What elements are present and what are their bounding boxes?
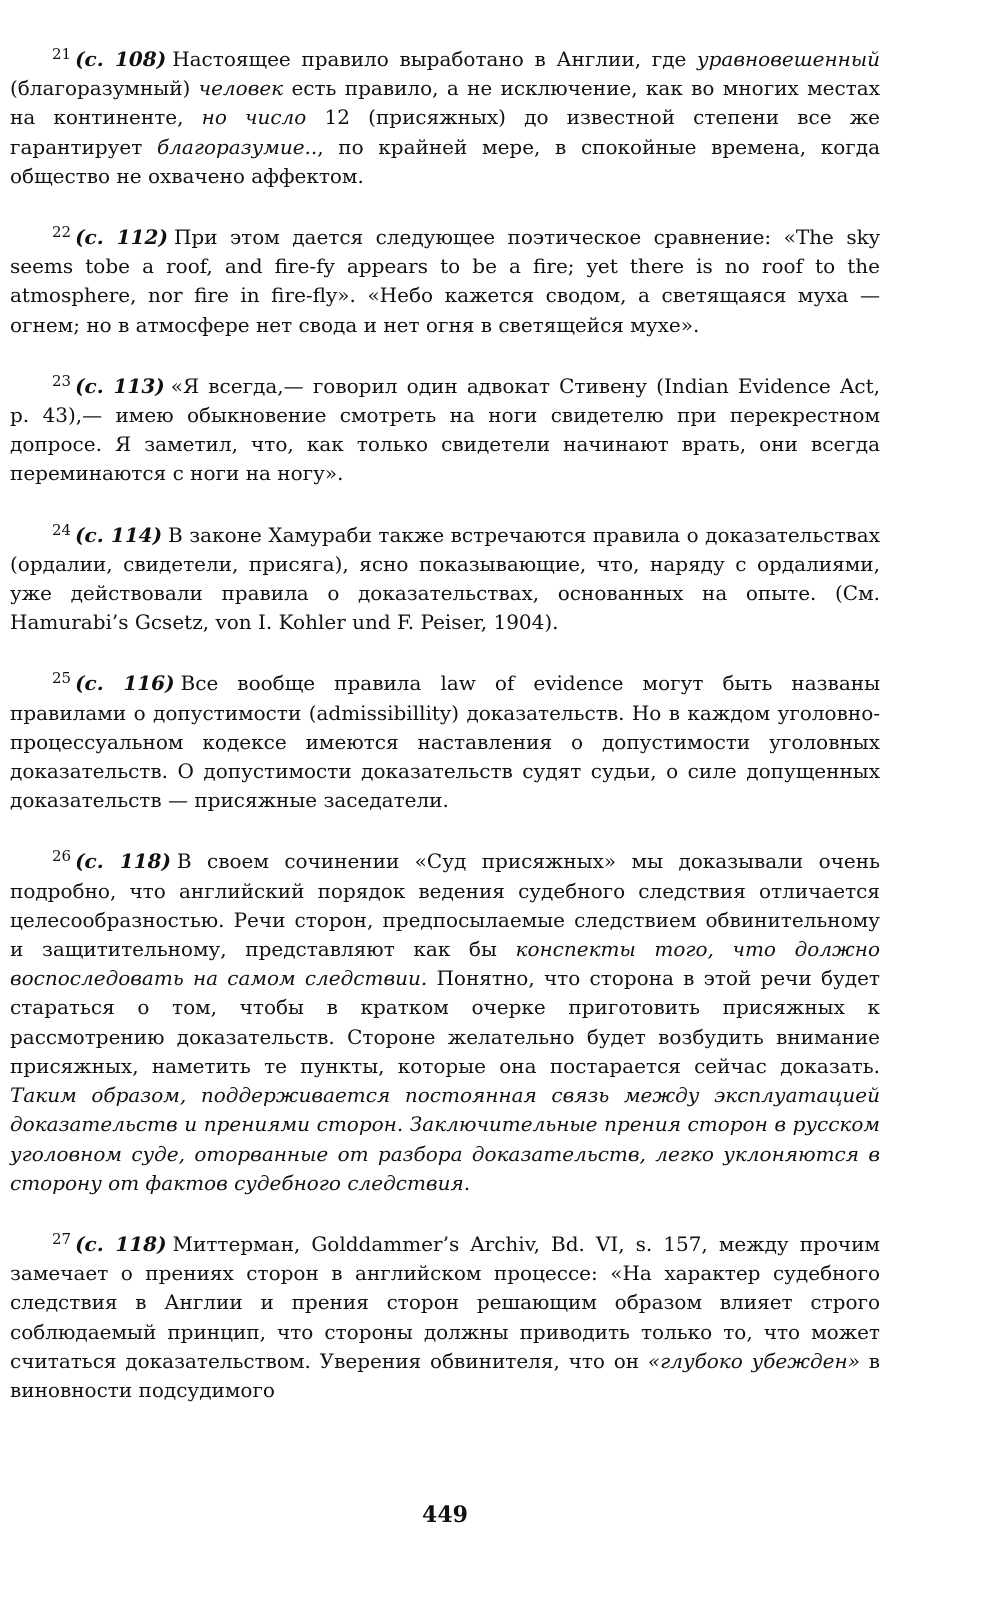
footnote-text: (благоразумный): [10, 76, 199, 101]
footnote: [10, 218, 880, 340]
footnote-number: 23: [52, 371, 72, 390]
footnote-number: 21: [52, 45, 72, 63]
footnote: [10, 40, 880, 191]
footnote-italic-text: благоразумие..: [156, 134, 318, 159]
footnote-text: В законе Хамураби также встречаются правила о доказательствах (ордалии, свидетели, присяга), ясно показывающие, что, наряду с ордалиями, уже действовали правила о доказательствах, основанных на опыте. (См. Hamurabi’s Gcsetz, von I. Kohler und F. Peiser, 1904).: [10, 522, 880, 635]
footnote-number: 26: [52, 847, 72, 866]
footnote-page-ref: (с. 112): [75, 225, 168, 250]
footnote-italic-text: человек: [198, 76, 284, 101]
footnote-number: 24: [52, 520, 72, 539]
footnote: [10, 664, 880, 815]
footnote-italic-text: уравновешенный: [697, 47, 880, 71]
footnote-text: есть правило, а не исключение, как во многих местах на континенте,: [10, 76, 880, 130]
footnote: [10, 367, 880, 489]
footnote-text: , по крайней мере, в спокойные времена, когда общество не охвачено аффектом.: [10, 134, 880, 188]
footnote-text: Миттерман, Golddammer’s Archiv, Bd. VI, s. 157, между прочим замечает о прениях сторон в английском процессе: «На характер судебного следствия в Англии и прения сторон решающим образом влияет строго соблюдаемый принцип, что стороны должны приводить только то, что может считаться доказательством. Уверения обвинителя, что он: [10, 1231, 880, 1373]
footnote-page-ref: (с. 114): [75, 522, 163, 547]
footnote-number: 25: [52, 669, 72, 688]
footnote-number: 22: [52, 223, 72, 242]
footnote: [10, 1225, 880, 1405]
page-number: 449: [422, 1502, 468, 1528]
footnote-number: 27: [52, 1229, 72, 1248]
notes-list: [10, 40, 880, 1405]
footnote-italic-text: конспекты того, что должно воспоследовать на самом следствии.: [10, 937, 880, 991]
footnote: [10, 516, 880, 638]
footnote-text: «Я всегда,— говорил один адвокат Стивену (Indian Evidence Act, p. 43),— имею обыкновение смотреть на ноги свидетелю при перекрестном допросе. Я заметил, что, как только свидетели начинают врать, они всегда переминаются с ноги на ногу».: [10, 373, 880, 486]
footnote-text: Понятно, что сторона в этой речи будет стараться о том, чтобы в кратком очерке приготовить присяжных к рассмотрению доказательств. Стороне желательно будет возбудить внимание присяжных, наметить те пункты, которые она постарается сейчас доказать.: [10, 966, 880, 1078]
footnote-text: Настоящее правило выработано в Англии, где: [172, 47, 698, 71]
footnote-italic-text: но число: [201, 105, 307, 130]
footnote-page-ref: (с. 113): [75, 373, 165, 398]
footnote-page-ref: (с. 118): [75, 1231, 167, 1256]
footnote-text: 12 (присяжных) до известной степени все же гарантирует: [10, 105, 880, 159]
footnote-text: Все вообще правила law of evidence могут быть названы правилами о допустимости (admissibillity) доказательств. Но в каждом уголовно-процессуальном кодексе имеются наставления о допустимости уголовных доказательств. О допустимости доказательств судят судьи, о силе допущенных доказательств — присяжные заседатели.: [10, 671, 880, 813]
footnote: [10, 842, 880, 1197]
footnote-italic-text: Таким образом, поддерживается постоянная связь между эксплуатацией доказательств и прениями сторон. Заключительные прения сторон в русском уголовном суде, оторванные от разбора доказательств, легко уклоняются в сторону от фактов судебного следствия.: [10, 1083, 880, 1195]
footnotes-page: [10, 40, 880, 1432]
footnote-text: При этом дается следующее поэтическое сравнение: «The sky seems tobe a roof, and fire-fy appears to be a fire; yet there is no roof to the atmosphere, nor fire in fire-fly». «Небо кажется сводом, а светящаяся муха — огнем; но в атмосфере нет свода и нет огня в светящейся мухе».: [10, 225, 880, 337]
footnote-italic-text: «глубоко убежден»: [647, 1348, 860, 1373]
footnote-text: в виновности подсудимого: [10, 1348, 880, 1402]
footnote-text: В своем сочинении «Суд присяжных» мы доказывали очень подробно, что английский порядок ведения судебного следствия отличается целесообразностью. Речи сторон, предпосылаемые следствием обвинительному и защитительному, представляют как бы: [10, 849, 880, 962]
footnote-page-ref: (с. 116): [75, 671, 175, 696]
footnote-page-ref: (с. 118): [75, 849, 171, 874]
footnote-page-ref: (с. 108): [75, 47, 167, 71]
